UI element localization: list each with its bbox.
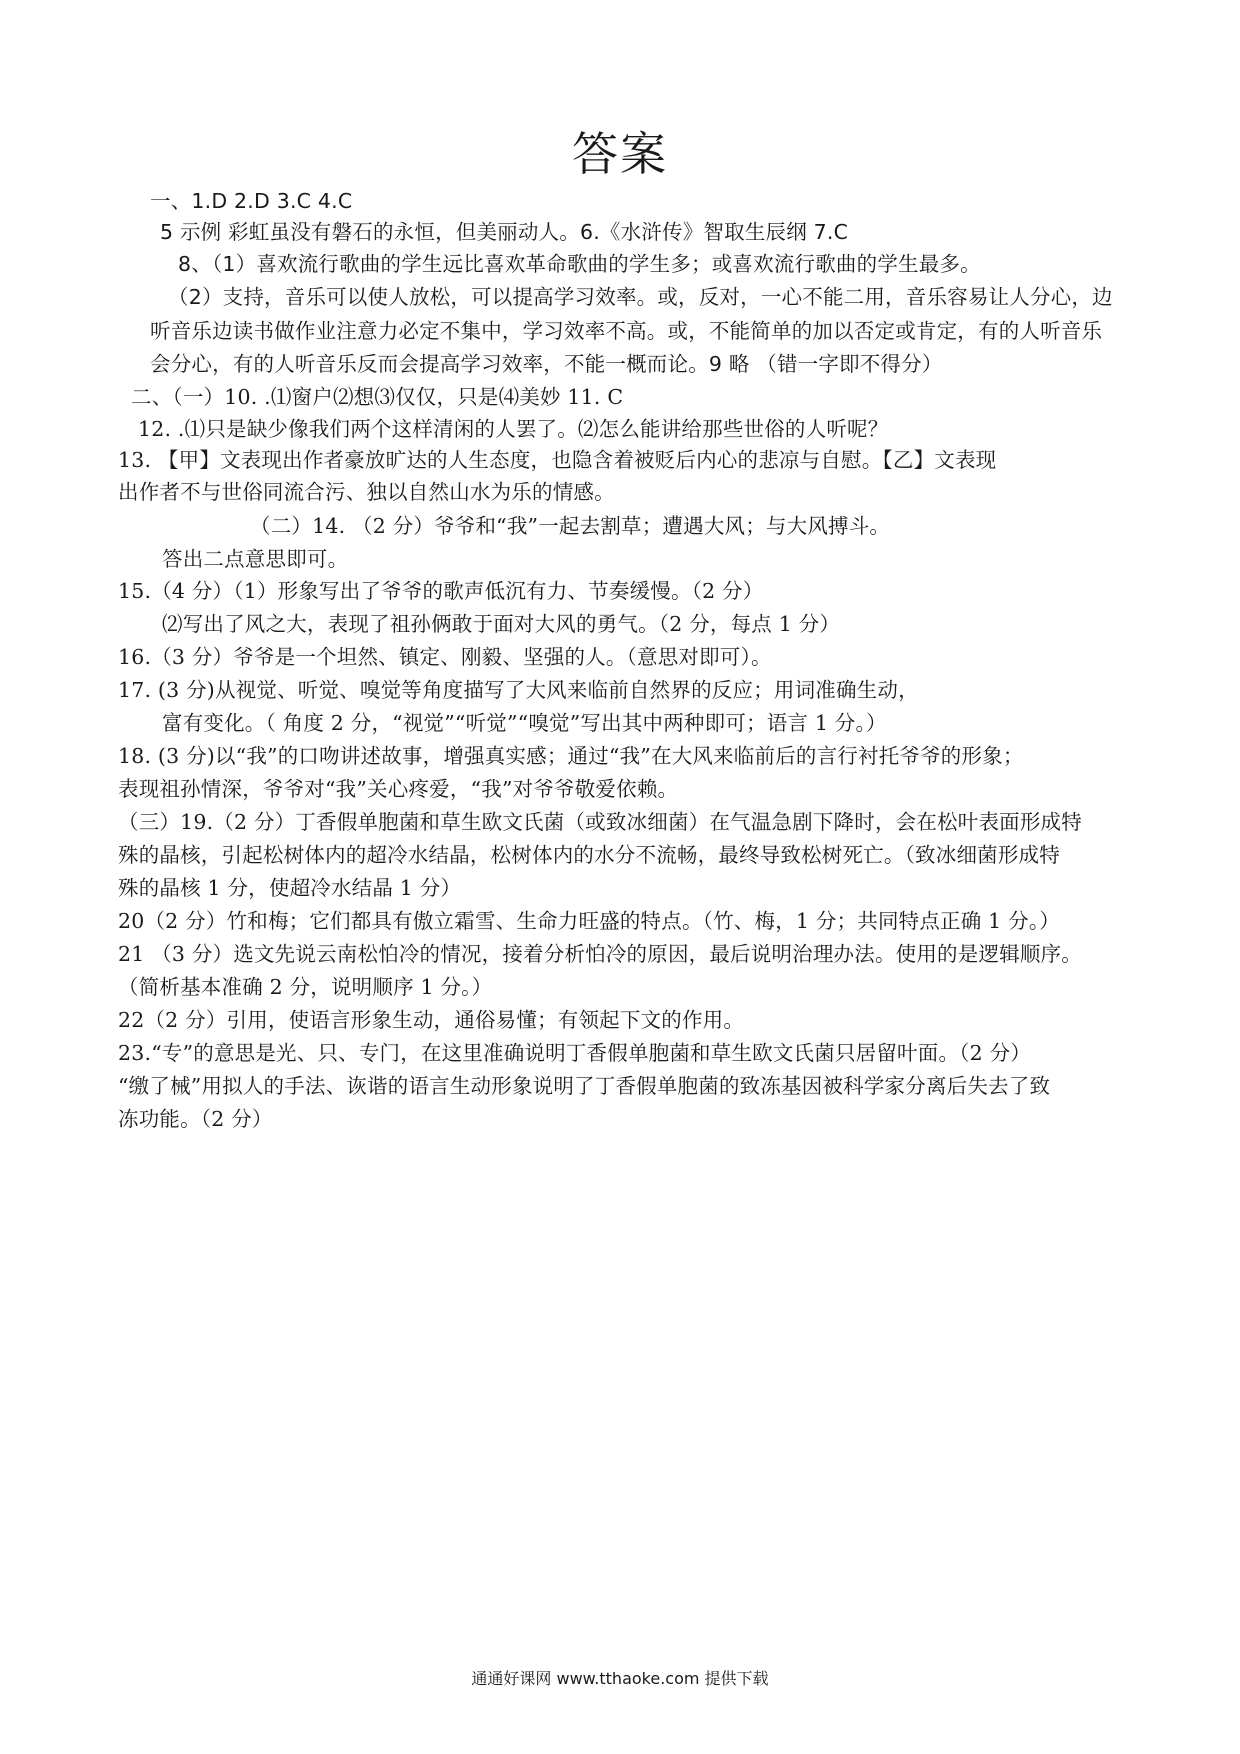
answer-line-5: 听音乐边读书做作业注意力必定不集中，学习效率不高。或，不能简单的加以否定或肯定，有的人听音乐	[150, 319, 1103, 343]
answer-line-27: 23.“专”的意思是光、只、专门，在这里准确说明丁香假单胞菌和草生欧文氏菌只居留叶面。（2 分）	[118, 1041, 1031, 1065]
answer-line-10: 出作者不与世俗同流合污、独以自然山水为乐的情感。	[118, 480, 615, 504]
answer-line-26: 22（2 分）引用，使语言形象生动，通俗易懂；有领起下文的作用。	[118, 1008, 745, 1032]
footer-credit: 通通好课网 www.tthaoke.com 提供下载	[471, 1669, 769, 1688]
answer-line-21: 殊的晶核，引起松树体内的超冷水结晶，松树体内的水分不流畅，最终导致松树死亡。（致冰细菌形成特	[118, 843, 1060, 867]
answer-line-11: （二）14. （2 分）爷爷和“我”一起去割草；遭遇大风；与大风搏斗。	[250, 514, 891, 538]
answer-line-29: 冻功能。（2 分）	[118, 1107, 273, 1131]
answer-line-22: 殊的晶核 1 分，使超冷水结晶 1 分）	[118, 876, 462, 900]
answer-line-9: 13. 【甲】文表现出作者豪放旷达的人生态度，也隐含着被贬后内心的悲凉与自慰。【乙】文表现	[118, 448, 997, 472]
answer-line-23: 20（2 分）竹和梅；它们都具有傲立霜雪、生命力旺盛的特点。（竹、梅，1 分；共同特点正确 1 分。）	[118, 909, 1060, 933]
answer-line-13: 15.（4 分）（1）形象写出了爷爷的歌声低沉有力、节奏缓慢。（2 分）	[118, 579, 764, 603]
answer-line-24: 21 （3 分）选文先说云南松怕冷的情况，接着分析怕冷的原因，最后说明治理办法。使用的是逻辑顺序。	[118, 942, 1082, 966]
answer-line-2: 5 示例 彩虹虽没有磐石的永恒，但美丽动人。6.《水浒传》智取生辰纲 7.C	[160, 220, 849, 244]
answer-line-28: “缴了械”用拟人的手法、诙谐的语言生动形象说明了丁香假单胞菌的致冻基因被科学家分离后失去了致	[118, 1074, 1051, 1098]
answer-line-25: （简析基本准确 2 分，说明顺序 1 分。）	[118, 975, 493, 999]
answer-line-17: 富有变化。（ 角度 2 分，“视觉”“听觉”“嗅觉”写出其中两种即可；语言 1 分。）	[162, 711, 887, 735]
answer-line-7: 二、（一）10. .⑴窗户⑵想⑶仅仅，只是⑷美妙 11. C	[131, 385, 624, 409]
answer-line-8: 12. .⑴只是缺少像我们两个这样清闲的人罢了。⑵怎么能讲给那些世俗的人听呢？	[138, 417, 889, 441]
answer-line-18: 18. (3 分)以“我”的口吻讲述故事，增强真实感；通过“我”在大风来临前后的言行衬托爷爷的形象；	[118, 744, 1024, 768]
answer-line-15: 16.（3 分）爷爷是一个坦然、镇定、刚毅、坚强的人。（意思对即可）。	[118, 645, 772, 669]
answer-line-14: ⑵写出了风之大，表现了祖孙俩敢于面对大风的勇气。（2 分，每点 1 分）	[162, 612, 841, 636]
answer-line-4: （2）支持，音乐可以使人放松，可以提高学习效率。或，反对，一心不能二用，音乐容易让人分心，边	[168, 285, 1113, 309]
page-title: 答案	[572, 127, 668, 181]
answer-line-19: 表现祖孙情深，爷爷对“我”关心疼爱，“我”对爷爷敬爱依赖。	[118, 777, 679, 801]
answer-line-1: 一、1.D 2.D 3.C 4.C	[150, 189, 353, 213]
answer-line-16: 17. (3 分)从视觉、听觉、嗅觉等角度描写了大风来临前自然界的反应；用词准确生动，	[118, 678, 919, 702]
answer-line-20: （三）19.（2 分）丁香假单胞菌和草生欧文氏菌（或致冰细菌）在气温急剧下降时，会在松叶表面形成特	[118, 810, 1082, 834]
answer-line-3: 8、（1）喜欢流行歌曲的学生远比喜欢革命歌曲的学生多；或喜欢流行歌曲的学生最多。	[178, 252, 981, 276]
answer-line-12: 答出二点意思即可。	[162, 547, 349, 571]
answer-line-6: 会分心，有的人听音乐反而会提高学习效率，不能一概而论。9 略 （错一字即不得分）	[150, 352, 943, 376]
